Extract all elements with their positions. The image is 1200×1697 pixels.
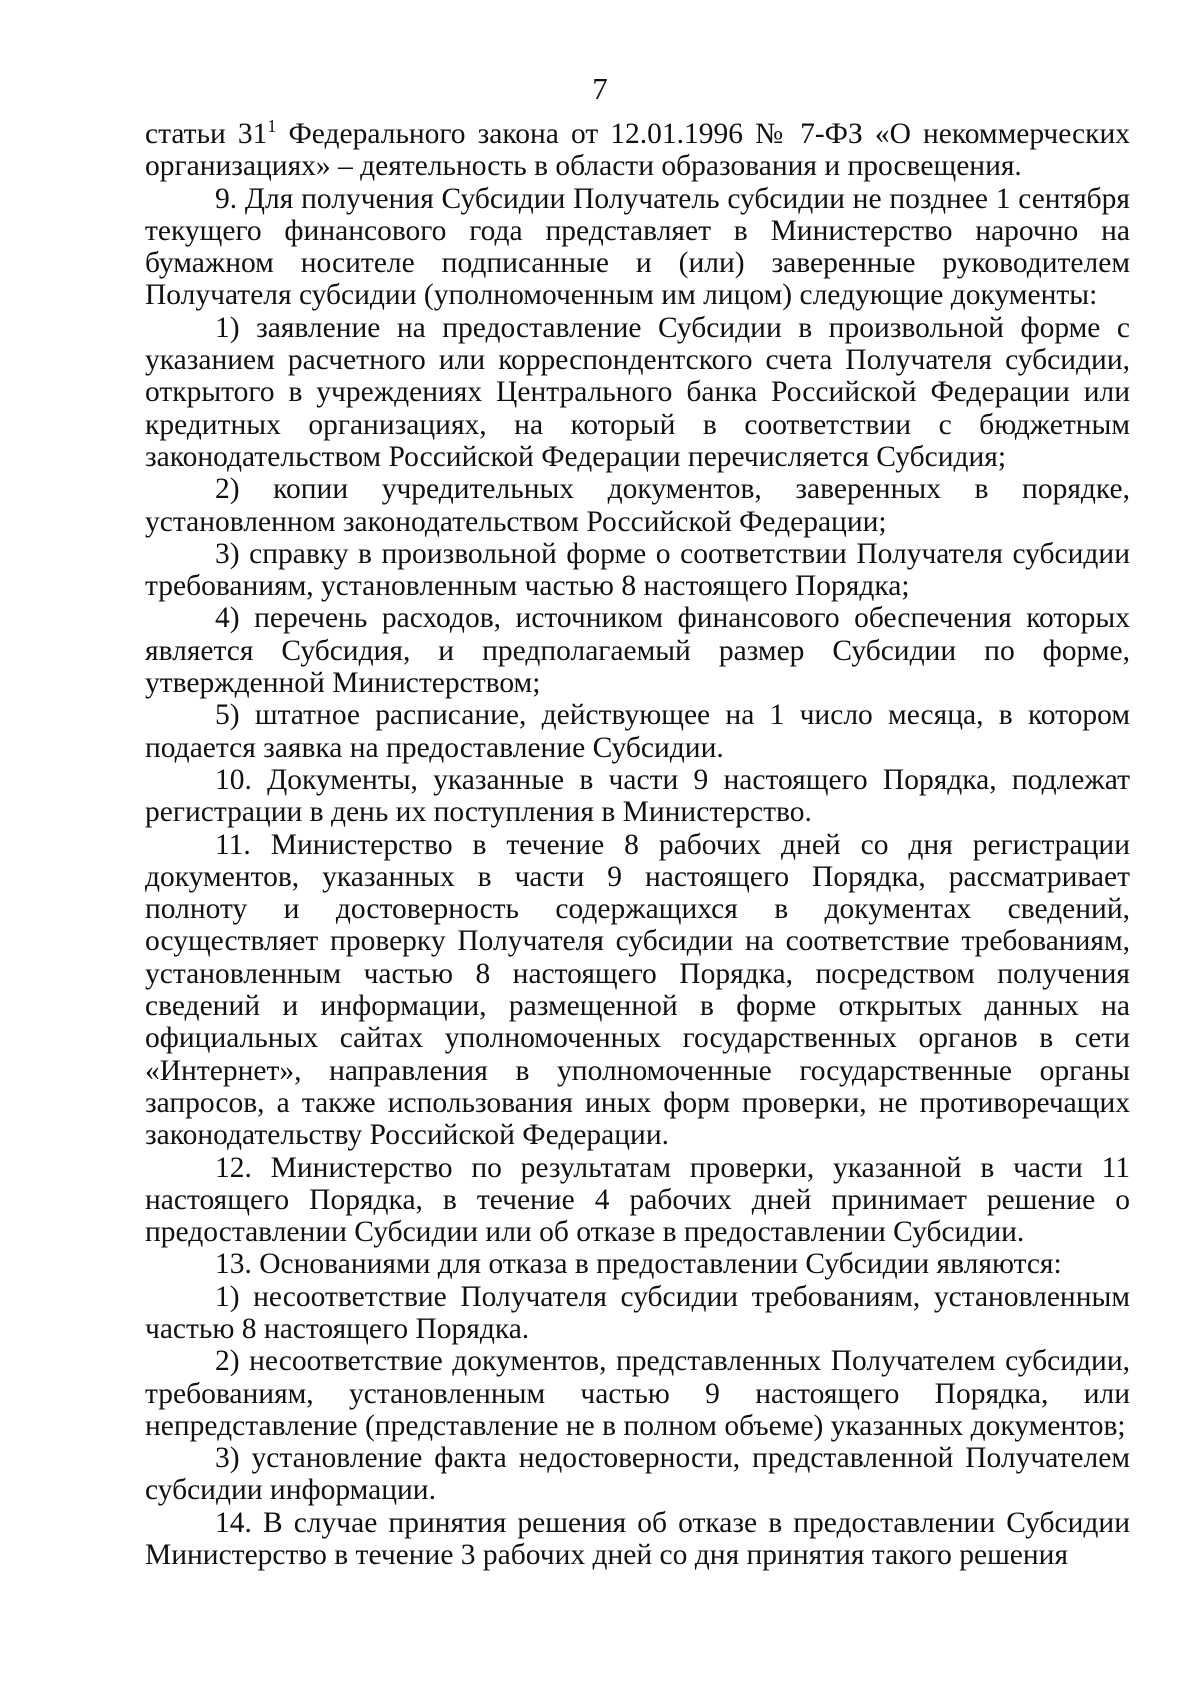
continuation-text-start: статьи 31	[145, 118, 268, 150]
continuation-text-end: Федерального закона от 12.01.1996 № 7-ФЗ «О некоммерческих организациях» – деятельность в области образования и просвещения.	[145, 118, 1130, 183]
document-body	[145, 118, 1130, 1571]
paragraph-10: 10. Документы, указанные в части 9 настоящего Порядка, подлежат регистрации в день их поступления в Министерство.	[145, 763, 1130, 829]
item-13-2: 2) несоответствие документов, представленных Получателем субсидии, требованиям, установленным частью 9 настоящего Порядка, или непредставление (представление не в полном объеме) указанных документов;	[145, 1345, 1130, 1442]
page-number: 7	[592, 71, 608, 106]
continuation-paragraph	[145, 118, 1130, 183]
item-9-3: 3) справку в произвольной форме о соответствии Получателя субсидии требованиям, установленным частью 8 настоящего Порядка;	[145, 537, 1130, 603]
item-13-3: 3) установление факта недостоверности, представленной Получателем субсидии информации.	[145, 1442, 1130, 1507]
item-9-5: 5) штатное расписание, действующее на 1 число месяца, в котором подается заявка на предоставление Субсидии.	[145, 699, 1130, 764]
paragraph-14: 14. В случае принятия решения об отказе в предоставлении Субсидии Министерство в течение 3 рабочих дней со дня принятия такого решения	[145, 1506, 1130, 1572]
paragraph-9: 9. Для получения Субсидии Получатель субсидии не позднее 1 сентября текущего финансового года представляет в Министерство нарочно на бумажном носителе подписанные и (или) заверенные руководителем Получателя субсидии (уполномоченным им лицом) следующие документы:	[145, 182, 1130, 312]
item-9-1: 1) заявление на предоставление Субсидии в произвольной форме с указанием расчетного или корреспондентского счета Получателя субсидии, открытого в учреждениях Центрального банка Российской Федерации или кредитных организациях, на который в соответствии с бюджетным законодательством Российской Федерации перечисляется Субсидия;	[145, 311, 1130, 473]
item-9-4: 4) перечень расходов, источником финансового обеспечения которых является Субсидия, и предполагаемый размер Субсидии по форме, утвержденной Министерством;	[145, 602, 1130, 700]
article-superscript: 1	[267, 116, 277, 137]
item-13-1: 1) несоответствие Получателя субсидии требованиям, установленным частью 8 настоящего Порядка.	[145, 1280, 1130, 1345]
paragraph-11: 11. Министерство в течение 8 рабочих дней со дня регистрации документов, указанных в части 9 настоящего Порядка, рассматривает полноту и достоверность содержащихся в документах сведений, осуществляет проверку Получателя субсидии на соответствие требованиям, установленным частью 8 настоящего Порядка, посредством получения сведений и информации, размещенной в форме открытых данных на официальных сайтах уполномоченных государственных органов в сети «Интернет», направления в уполномоченные государственные органы запросов, а также использования иных форм проверки, не противоречащих законодательству Российской Федерации.	[145, 828, 1130, 1152]
item-9-2: 2) копии учредительных документов, заверенных в порядке, установленном законодательством Российской Федерации;	[145, 473, 1130, 538]
paragraph-12: 12. Министерство по результатам проверки, указанной в части 11 настоящего Порядка, в течение 4 рабочих дней принимает решение о предоставлении Субсидии или об отказе в предоставлении Субсидии.	[145, 1151, 1130, 1249]
paragraph-13: 13. Основаниями для отказа в предоставлении Субсидии являются:	[215, 1248, 1062, 1281]
